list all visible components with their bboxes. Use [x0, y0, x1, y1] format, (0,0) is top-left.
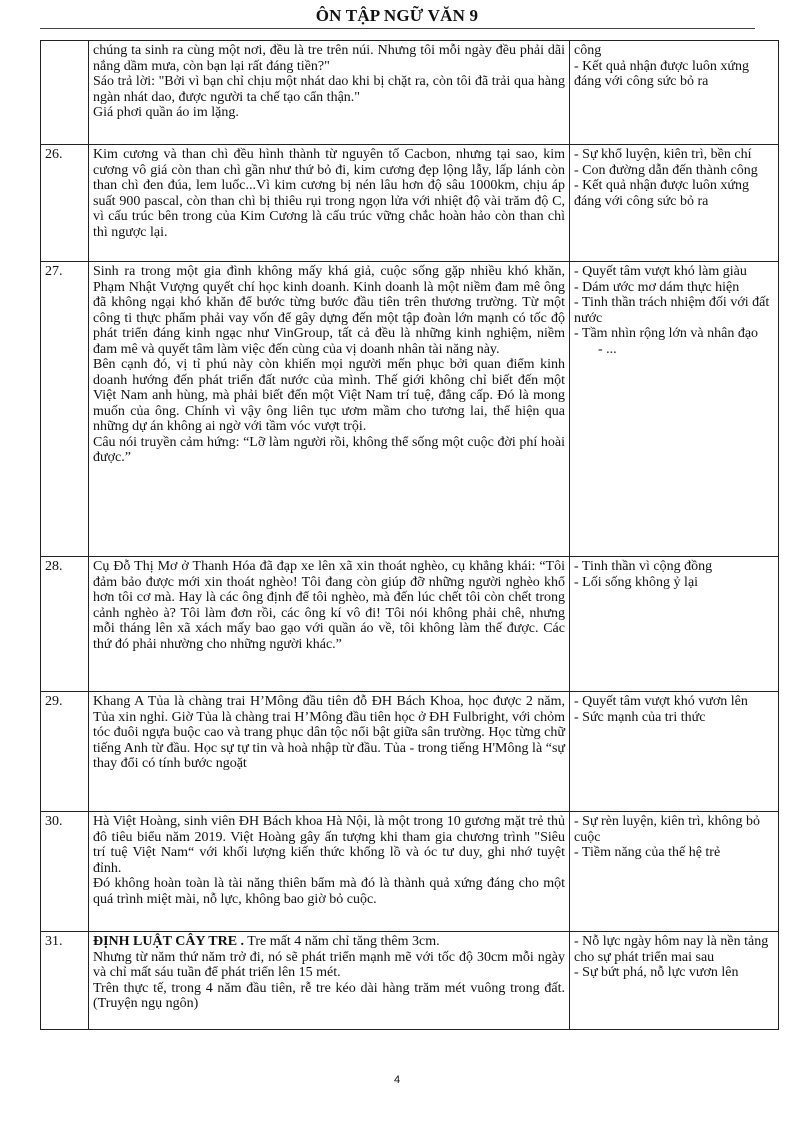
- content-paragraph: Câu nói truyền cảm hứng: “Lỡ làm người rồi, không thể sống một cuộc đời phí hoài được.”: [93, 434, 565, 465]
- row-number: 30.: [41, 812, 89, 932]
- lesson-item: - Kết quả nhận được luôn xứng đáng với công sức bỏ ra: [574, 178, 749, 209]
- lesson-item: - Con đường dẫn đến thành công: [574, 162, 758, 178]
- lesson-item: - Dám ước mơ dám thực hiện: [574, 279, 740, 295]
- lesson-item: - Sự rèn luyện, kiên trì, không bỏ cuộc: [574, 814, 761, 845]
- content-paragraph: Sinh ra trong một gia đình không mấy khá giả, cuộc sống gặp nhiều khó khăn, Phạm Nhật Vượng quyết chí học kinh doanh. Kinh doanh là một niềm đam mê ông đã không ngại khó khăn để bước từng bước đầu tiên trên thương trường. Từ một công ti thực phẩm phải vay vốn để gây dựng đến một tập đoàn lớn mạnh có tốc độ phát triển đáng kinh ngạc như VinGroup, tất cả đều là những kinh nghiệm, niềm đam mê và quyết tâm làm việc đến cùng của vị doanh nhân tài năng này.: [93, 264, 565, 357]
- row-content: [89, 812, 570, 932]
- row-lessons: [570, 932, 779, 1030]
- content-paragraph: Kim cương và than chì đều hình thành từ nguyên tố Cacbon, nhưng tại sao, kim cương vô giá còn than chì gần như thứ bỏ đi, kim cương đẹp lộng lẫy, lấp lánh còn than chì đen đúa, lem luốc...Vì kim cương bị nén lâu hơn độ sâu 1000km, chịu áp suất 900 pascal, còn than chì bị thiêu rụi trong ngọn lửa với nhiệt độ vài trăm độ C, vì cấu trúc bên trong của Kim Cương là cấu trúc vững chắc hoàn hảo còn than chì thì ngược lại.: [93, 147, 565, 240]
- lesson-item: - Kết quả nhận được luôn xứng đáng với công sức bỏ ra: [574, 58, 749, 89]
- row-lessons: [570, 41, 779, 145]
- row-title: ĐỊNH LUẬT CÂY TRE .: [93, 934, 245, 949]
- row-lessons: [570, 145, 779, 262]
- page-number: 4: [393, 1074, 401, 1086]
- row-number: 27.: [41, 262, 89, 557]
- table-row: [41, 557, 779, 692]
- content-paragraph: Sáo trả lời: "Bởi vì bạn chỉ chịu một nhát dao khi bị chặt ra, còn tôi đã trải qua hàng ngàn nhát dao, được người ta chế tạo cẩn thận.": [93, 74, 565, 105]
- table-row: [41, 262, 779, 557]
- table-row: [41, 145, 779, 262]
- content-paragraph: Giá phơi quần áo im lặng.: [93, 105, 239, 120]
- content-paragraph: Trên thực tế, trong 4 năm đầu tiên, rễ tre kéo dài hàng trăm mét vuông trong đất. (Truyện ngụ ngôn): [93, 980, 565, 1011]
- content-paragraph: Đó không hoàn toàn là tài năng thiên bẩm mà đó là thành quả xứng đáng cho một quá trình miệt mài, nỗ lực, không bao giờ bỏ cuộc.: [93, 876, 565, 907]
- row-number: 29.: [41, 692, 89, 812]
- row-content: [89, 692, 570, 812]
- lesson-item: - Tầm nhìn rộng lớn và nhân đạo: [574, 326, 759, 341]
- row-number: 26.: [41, 145, 89, 262]
- row-content: [89, 41, 570, 145]
- table-row: [41, 41, 779, 145]
- row-content: [89, 557, 570, 692]
- content-paragraph: Nhưng từ năm thứ năm trở đi, nó sẽ phát triển mạnh mẽ với tốc độ 30cm mỗi ngày và chỉ mất sáu tuần để phát triển lên 15 mét.: [93, 949, 565, 980]
- lesson-item: - Sự khổ luyện, kiên trì, bền chí: [574, 147, 752, 162]
- lesson-item: - Tinh thần vì cộng đồng: [574, 559, 713, 574]
- row-lessons: [570, 557, 779, 692]
- table-row: [41, 932, 779, 1030]
- row-number: 31.: [41, 932, 89, 1030]
- row-number: 28.: [41, 557, 89, 692]
- row-lessons: [570, 692, 779, 812]
- lesson-ellipsis: - ...: [598, 341, 617, 357]
- table-row: [41, 692, 779, 812]
- lesson-item: - Tinh thần trách nhiệm đối với đất nước: [574, 295, 770, 326]
- content-paragraph: Khang A Tủa là chàng trai H’Mông đầu tiên đỗ ĐH Bách Khoa, học được 2 năm, Tủa xin nghỉ. Giờ Tủa là chàng trai H’Mông đầu tiên học ở ĐH Fulbright, với chỏm tóc đuôi ngựa buộc cao và trang phục dân tộc nổi bật giữa sân trường. Học từng chữ tiếng Anh từ đầu. Học sự tự tin và hoà nhập từ đầu. Tủa - trong tiếng H'Mông là “sự thay đổi có tính bước ngoặt: [93, 694, 565, 771]
- lesson-item: - Sự bứt phá, nỗ lực vươn lên: [574, 965, 739, 980]
- content-paragraph: Cụ Đỗ Thị Mơ ở Thanh Hóa đã đạp xe lên xã xin thoát nghèo, cụ khẳng khái: “Tôi đảm bảo được mới xin thoát nghèo! Tôi đang còn giúp đỡ những người nghèo khổ hơn tôi cơ mà. Hay là các ông định để tôi nghèo, mà đến lúc chết tôi còn chết trong cảnh nghèo à? Tôi làm đơn rồi, các ông kí vô đi! Tôi nói không phải chê, nhưng mỗi tháng lên xã xách mấy bao gạo với quần áo về, tôi không làm thế được. Các thứ đó phải nhường cho những người khác.”: [93, 559, 565, 652]
- lesson-table: [40, 40, 779, 1030]
- row-content: [89, 932, 570, 1030]
- row-lessons: [570, 262, 779, 557]
- row-lessons: [570, 812, 779, 932]
- header-rule: [40, 28, 755, 29]
- table-row: [41, 812, 779, 932]
- lesson-item: công: [574, 43, 602, 58]
- row-content: [89, 262, 570, 557]
- row-title-rest: Tre mất 4 năm chỉ tăng thêm 3cm.: [244, 934, 440, 949]
- content-paragraph: [93, 934, 565, 950]
- page-header-title: ÔN TẬP NGỮ VĂN 9: [315, 6, 479, 25]
- lesson-item: - Tiềm năng của thế hệ trẻ: [574, 845, 721, 860]
- lesson-item: - Sức mạnh của tri thức: [574, 709, 706, 725]
- row-number: [41, 41, 89, 145]
- row-content: [89, 145, 570, 262]
- lesson-item: - Lối sống không ỷ lại: [574, 574, 699, 590]
- lesson-item: - Nỗ lực ngày hôm nay là nền tảng cho sự phát triển mai sau: [574, 934, 769, 965]
- content-paragraph: Bên cạnh đó, vị tỉ phú này còn khiến mọi người mến phục bởi quan điểm kinh doanh hướng đến phát triển đất nước của mình. Thế giới không chỉ biết đến một Việt Nam anh hùng, mà phải biết đến một Việt Nam trí tuệ, đẳng cấp. Đó là mong muốn của ông. Chính vì vậy ông liên tục ươm mầm cho tương lai, thể hiện qua những dự án không ai ngờ với tầm vóc vượt trội.: [93, 357, 565, 434]
- lesson-item: - Quyết tâm vượt khó làm giàu: [574, 264, 747, 279]
- content-paragraph: Hà Việt Hoàng, sinh viên ĐH Bách khoa Hà Nội, là một trong 10 gương mặt trẻ thủ đô tiêu biểu năm 2019. Việt Hoàng gây ấn tượng khi tham gia chương trình "Siêu trí tuệ Việt Nam“ với khối lượng kiến thức khổng lồ và óc tư duy, ghi nhớ tuyệt đỉnh.: [93, 814, 565, 876]
- lesson-item: - Quyết tâm vượt khó vươn lên: [574, 694, 748, 709]
- content-paragraph: chúng ta sinh ra cùng một nơi, đều là tre trên núi. Nhưng tôi mỗi ngày đều phải dãi nắng dầm mưa, còn bạn lại rất đáng tiền?": [93, 43, 565, 74]
